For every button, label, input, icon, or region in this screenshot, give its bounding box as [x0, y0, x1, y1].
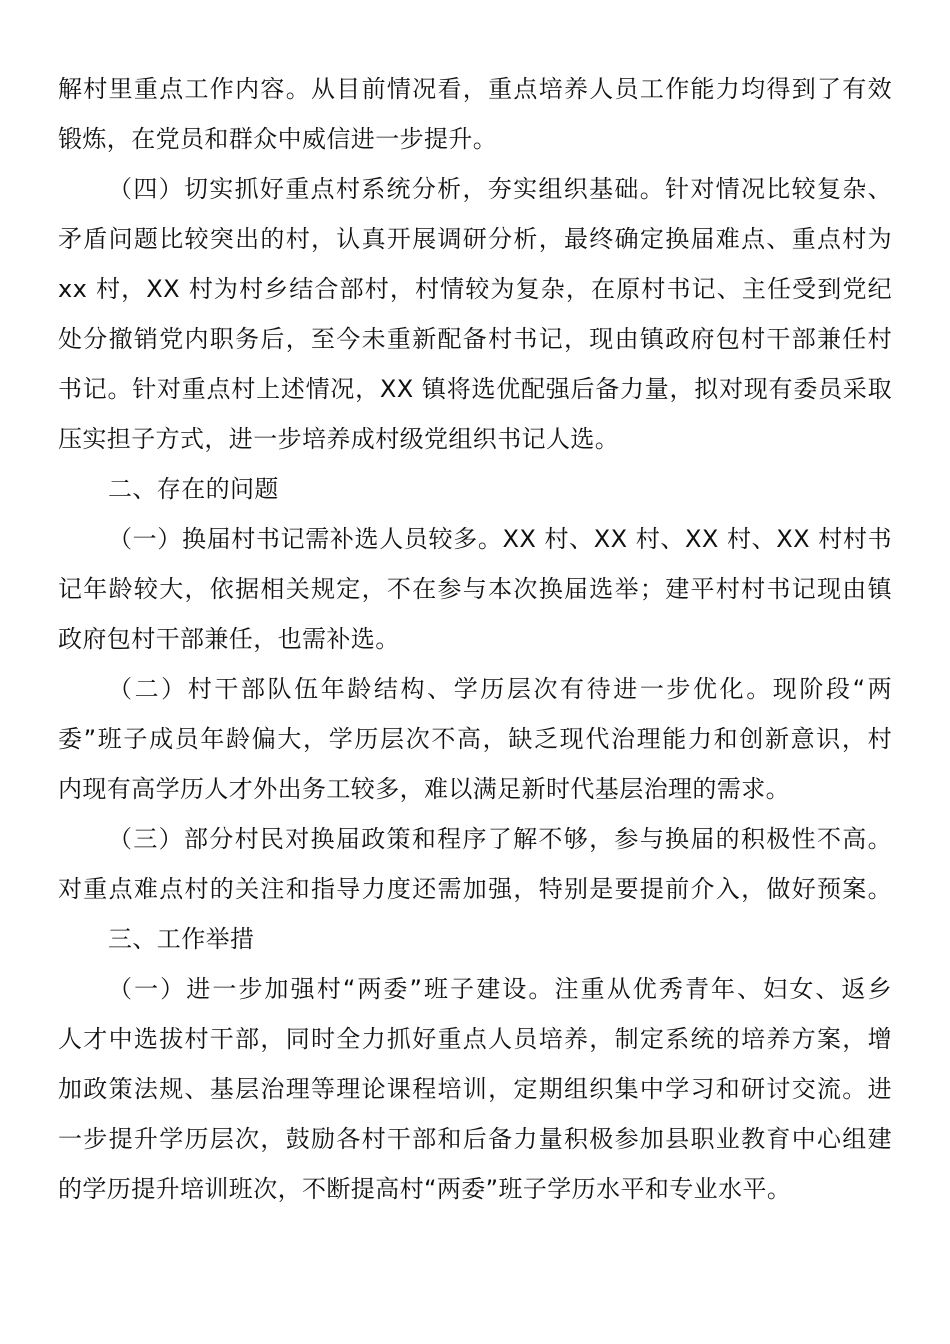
text-line: （一）进一步加强村“两委”班子建设。注重从优秀青年、妇女、返乡 — [108, 975, 892, 1003]
text-line: 加政策法规、基层治理等理论课程培训，定期组织集中学习和研讨交流。进 — [58, 1075, 892, 1103]
text-line: 委”班子成员年龄偏大，学历层次不高，缺乏现代治理能力和创新意识，村 — [58, 725, 892, 753]
text-line: （四）切实抓好重点村系统分析，夯实组织基础。针对情况比较复杂、 — [108, 175, 892, 203]
text-line: 的学历提升培训班次，不断提高村“两委”班子学历水平和专业水平。 — [58, 1175, 792, 1203]
text-line: 处分撤销党内职务后，至今未重新配备村书记，现由镇政府包村干部兼任村 — [58, 325, 892, 353]
text-line: 人才中选拔村干部，同时全力抓好重点人员培养，制定系统的培养方案，增 — [58, 1025, 892, 1053]
text-line: 解村里重点工作内容。从目前情况看，重点培养人员工作能力均得到了有效 — [58, 75, 892, 103]
text-line: 书记。针对重点村上述情况，XX 镇将选优配强后备力量，拟对现有委员采取 — [58, 375, 892, 403]
text-line: xx 村，XX 村为村乡结合部村，村情较为复杂，在原村书记、主任受到党纪 — [58, 275, 892, 303]
text-line: 内现有高学历人才外出务工较多，难以满足新时代基层治理的需求。 — [58, 775, 790, 803]
document-page — [58, 64, 892, 1214]
text-line: 压实担子方式，进一步培养成村级党组织书记人选。 — [58, 425, 620, 453]
text-line: 矛盾问题比较突出的村，认真开展调研分析，最终确定换届难点、重点村为 — [58, 225, 892, 253]
text-line: （二）村干部队伍年龄结构、学历层次有待进一步优化。现阶段“两 — [108, 675, 892, 703]
text-line: 记年龄较大，依据相关规定，不在参与本次换届选举；建平村村书记现由镇 — [58, 575, 892, 603]
text-line: 三、工作举措 — [108, 925, 255, 953]
text-line: （三）部分村民对换届政策和程序了解不够，参与换届的积极性不高。 — [108, 825, 892, 853]
text-line: （一）换届村书记需补选人员较多。XX 村、XX 村、XX 村、XX 村村书 — [108, 525, 892, 553]
text-line: 政府包村干部兼任，也需补选。 — [58, 625, 400, 653]
text-line: 一步提升学历层次，鼓励各村干部和后备力量积极参加县职业教育中心组建 — [58, 1125, 892, 1153]
text-line: 锻炼，在党员和群众中威信进一步提升。 — [58, 125, 498, 153]
text-line: 对重点难点村的关注和指导力度还需加强，特别是要提前介入，做好预案。 — [58, 875, 892, 903]
text-line: 二、存在的问题 — [108, 475, 279, 503]
